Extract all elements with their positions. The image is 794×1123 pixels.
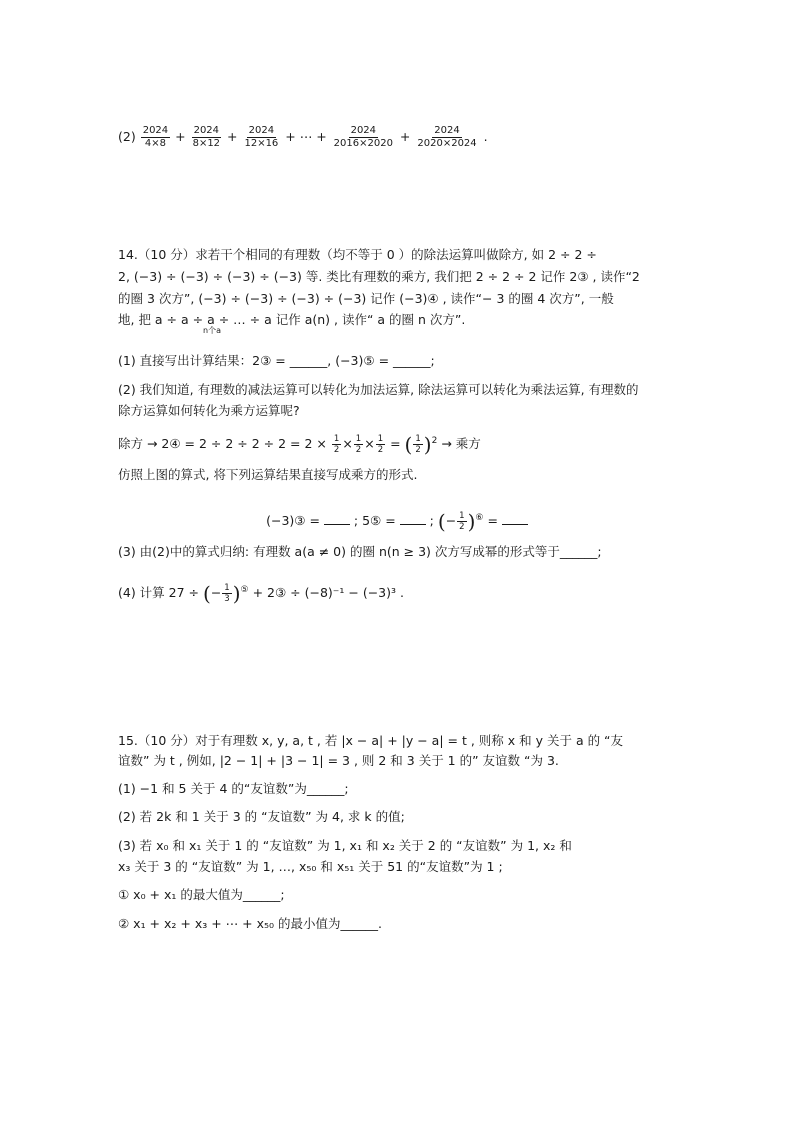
ellipsis: + ⋯ + <box>285 129 327 144</box>
q14-header: 14.（10 分）求若干个相同的有理数（均不等于 0 ）的除法运算叫做除方, 如 2 ÷ 2 ÷ <box>118 247 597 262</box>
underbrace-label: n个a <box>203 326 221 335</box>
exercise-2: ; 5⑤ = <box>353 513 396 529</box>
q14-part3: (3) 由(2)中的算式归纳: 有理数 a(a ≠ 0) 的圈 n(n ≥ 3) 次方写成幂的形式等于______; <box>118 544 602 559</box>
q14-part2-line2: 除方运算如何转化为乘方运算呢? <box>118 403 300 418</box>
q14-part4: (4) 计算 27 ÷ (− $\frac{1}{3}$ )⑤ + 2③ ÷ (−8)⁻¹ − (−3)³ . <box>118 581 404 606</box>
q14-line4: 地, 把 a ÷ a ÷ a ÷ … ÷ a 记作 a(n) , 读作“ a 的圈 n 次方”. <box>118 312 466 327</box>
q15-part3-line1: (3) 若 x₀ 和 x₁ 关于 1 的 “友谊数” 为 1, x₁ 和 x₂ 关于 2 的 “友谊数” 为 1, x₂ 和 <box>118 838 572 853</box>
answer-blank-1[interactable] <box>324 524 350 525</box>
part4-start: (4) 计算 27 ÷ <box>118 585 200 601</box>
q13-part2-label: (2) <box>118 129 136 144</box>
exercise-3: ; <box>429 513 434 529</box>
q15-part1: (1) −1 和 5 关于 4 的“友谊数”为______; <box>118 781 349 796</box>
part4-end: + 2③ ÷ (−8)⁻¹ − (−3)³ . <box>252 585 404 601</box>
q14-imitate: 仿照上图的算式, 将下列运算结果直接写成乘方的形式. <box>118 467 418 482</box>
answer-blank-3[interactable] <box>502 524 528 525</box>
chain-left: 除方 → 2④ = 2 ÷ 2 ÷ 2 ÷ 2 = 2 × <box>118 436 327 452</box>
answer-blank-2[interactable] <box>400 524 426 525</box>
fraction-5: $\frac{2024}{2020\times 2024}$ <box>417 125 477 149</box>
q13-part2-end: . <box>483 129 488 144</box>
q15-line1: 15.（10 分）对于有理数 x, y, a, t , 若 |x − a| + |y − a| = t , 则称 x 和 y 关于 a 的 “友 <box>118 733 624 748</box>
q15-part2: (2) 若 2k 和 1 关于 3 的 “友谊数” 为 4, 求 k 的值; <box>118 809 405 824</box>
q14-line2: 2, (−3) ÷ (−3) ÷ (−3) ÷ (−3) 等. 类比有理数的乘方, 我们把 2 ÷ 2 ÷ 2 记作 2③ , 读作“2 <box>118 269 640 284</box>
q15-sub2: ② x₁ + x₂ + x₃ + ⋯ + x₅₀ 的最小值为______. <box>118 916 382 931</box>
fraction-4: $\frac{2024}{2016\times 2020}$ <box>333 125 393 149</box>
q13-part2: (2) $\frac{2024}{4\times 8}$ + $\frac{2024}{8\times 12}$ + $\frac{2024}{12\times 16}$ + ⋯ + $\frac{2024}{2016\times 2020}$ + $\frac{2024}{2020\times 2024}$ . <box>118 125 488 149</box>
q15-part3-line2: x₃ 关于 3 的 “友谊数” 为 1, …, x₅₀ 和 x₅₁ 关于 51 的“友谊数”为 1 ; <box>118 859 503 874</box>
fraction-3: $\frac{2024}{12\times 16}$ <box>244 125 279 149</box>
division-power-chain: 除方 → 2④ = 2 ÷ 2 ÷ 2 ÷ 2 = 2 × $\frac{1}{2}$ × $\frac{1}{2}$ × $\frac{1}{2}$ = ( $\frac{1}{2}$ )$^2$ → 乘方 <box>118 432 481 457</box>
q15-line2: 谊数” 为 t , 例如, |2 − 1| + |3 − 1| = 3 , 则 2 和 3 关于 1 的” 友谊数 “为 3. <box>118 753 559 768</box>
q14-exercises: (−3)③ = ; 5⑤ = ; (− $\frac{1}{2}$ )⑥ = <box>0 505 794 535</box>
q14-part2-line1: (2) 我们知道, 有理数的减法运算可以转化为加法运算, 除法运算可以转化为乘法运算, 有理数的 <box>118 382 639 397</box>
exercise-1: (−3)③ = <box>266 513 320 529</box>
q15-sub1: ① x₀ + x₁ 的最大值为______; <box>118 887 285 902</box>
fraction-1: $\frac{2024}{4\times 8}$ <box>142 125 169 149</box>
fraction-2: $\frac{2024}{8\times 12}$ <box>192 125 221 149</box>
chain-right: → 乘方 <box>441 436 481 452</box>
q14-part1: (1) 直接写出计算结果：2③ = ______, (−3)⑤ = ______; <box>118 353 435 368</box>
q14-line3: 的圈 3 次方”, (−3) ÷ (−3) ÷ (−3) ÷ (−3) 记作 (−3)④ , 读作“− 3 的圈 4 次方”, 一般 <box>118 291 614 306</box>
